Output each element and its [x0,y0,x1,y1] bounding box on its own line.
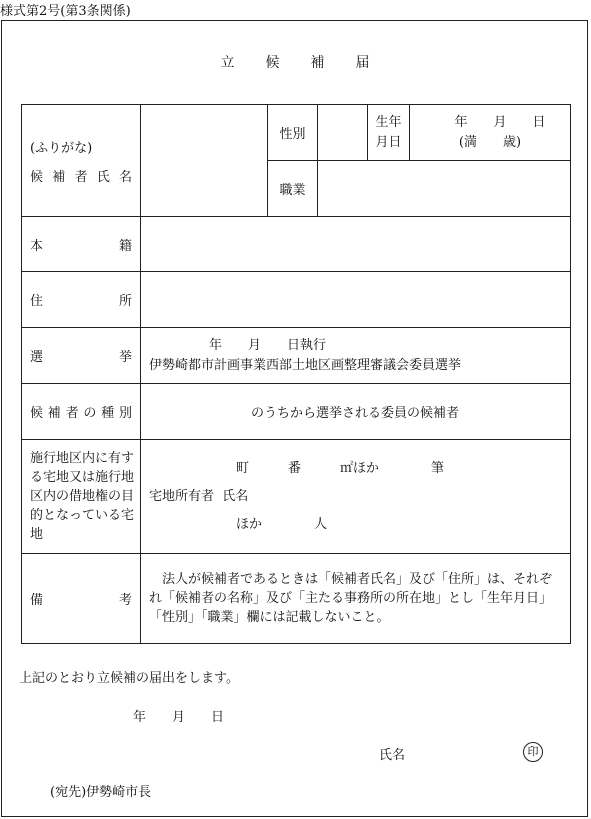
declaration-text: 上記のとおり立候補の届出をします。 [19,671,239,686]
election-label: 選挙 [22,328,141,384]
category-label: 候補者の種別 [22,384,141,440]
form-number-label: 様式第2号(第3条関係) [0,4,131,19]
domicile-label: 本籍 [22,217,141,272]
signature-label: 氏名 [379,748,406,763]
submission-date[interactable]: 年 月 日 [133,710,225,725]
election-date: 年 月 日執行 [209,337,327,353]
address-label: 住所 [22,272,141,328]
occupation-field[interactable] [318,161,571,217]
dob-label: 生年 月日 [368,105,410,161]
sex-label: 性別 [268,105,318,161]
application-table [21,104,571,644]
notes-text: 法人が候補者であるときは「候補者氏名」及び「住所」は、それぞれ「候補者の名称」及び「主たる事務所の所在地」とし「生年月日」「性別」「職業」欄には記載しないこと。 [141,554,571,644]
name-row [22,105,571,161]
domicile-field[interactable] [141,217,571,272]
category-row [22,384,571,440]
land-field [141,440,571,554]
name-label-cell [22,105,141,217]
notes-row [22,554,571,644]
land-others-line: ほか 人 [236,516,328,532]
address-row [22,272,571,328]
notes-label: 備考 [22,554,141,644]
election-row [22,328,571,384]
domicile-row [22,217,571,272]
election-name: 伊勢崎都市計画事業西部土地区画整理審議会委員選挙 [149,357,462,373]
land-label: 施行地区内に有する宅地又は施行地区内の借地権の目的となっている宅地 [22,440,141,554]
election-field [141,328,571,384]
furigana-label: (ふりがな) [30,140,93,156]
seal-icon: 印 [523,742,543,762]
land-row [22,440,571,554]
land-owner-line: 宅地所有者 氏名 [149,488,249,504]
sex-field[interactable] [318,105,368,161]
address-field[interactable] [141,272,571,328]
candidate-name-field[interactable] [141,105,268,217]
candidate-name-label: 候補者氏名 [30,169,132,185]
land-plots-line: 町 番 ㎡ほか 筆 [236,460,445,476]
dob-field[interactable]: 年 月 日 (満 歳) [410,105,571,161]
category-field: のうちから選挙される委員の候補者 [141,384,571,440]
form-title: 立 候 補 届 [220,55,371,71]
occupation-label: 職業 [268,161,318,217]
addressee-text: (宛先)伊勢崎市長 [50,785,152,800]
